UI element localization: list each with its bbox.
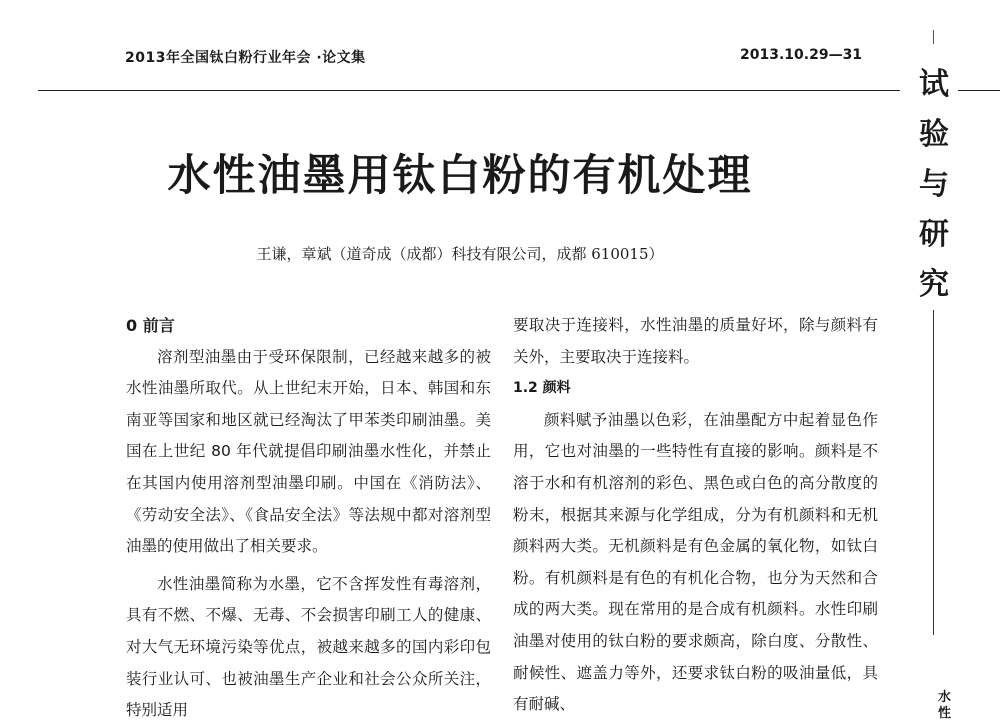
- side-rule: [958, 90, 1000, 91]
- header-rule: [38, 90, 900, 91]
- side-char: 究: [919, 267, 949, 302]
- side-char: 试: [919, 67, 949, 102]
- right-column: [513, 310, 878, 721]
- side-char: 与: [919, 167, 949, 202]
- left-column: [126, 310, 491, 727]
- side-vertical-rule: [933, 310, 934, 635]
- paragraph: 颜料赋予油墨以色彩，在油墨配方中起着显色作用，它也对油墨的一些特性有直接的影响。颜料是不溶于水和有机溶剂的彩色、黑色或白色的高分散度的粉末，根据其来源与化学组成，分为有机颜料和无机颜料两大类。无机颜料是有色金属的氧化物，如钛白粉。有机颜料是有色的有机化合物，也分为天然和合成的两大类。现在常用的是合成有机颜料。水性印刷油墨对使用的钛白粉的要求颇高，除白度、分散性、耐候性、遮盖力等外，还要求钛白粉的吸油量低，具有耐碱、: [513, 410, 878, 714]
- side-small-char: 性: [938, 706, 952, 721]
- side-small-char: 水: [938, 690, 952, 705]
- side-running-label: [938, 690, 951, 722]
- header-proceedings-title: 2013年全国钛白粉行业年会 ·论文集: [125, 50, 366, 66]
- subsection-heading: 1.2 颜料: [513, 380, 571, 397]
- paragraph: 溶剂型油墨由于受环保限制，已经越来越多的被水性油墨所取代。从上世纪末开始，日本、韩国和东南亚等国家和地区就已经淘汰了甲苯类印刷油墨。美国在上世纪 80 年代就提倡印刷油墨水性化，并禁止在其国内使用溶剂型油墨印刷。中国在《消防法》、《劳动安全法》、《食品安全法》等法规中都对溶剂型油墨的使用做出了相关要求。: [126, 347, 491, 556]
- article-title: 水性油墨用钛白粉的有机处理: [167, 151, 753, 201]
- header-date: 2013.10.29—31: [740, 47, 863, 63]
- side-char: 研: [919, 217, 949, 252]
- paragraph: 水性油墨简称为水墨，它不含挥发性有毒溶剂，具有不燃、不爆、无毒、不会损害印刷工人的健康、对大气无环境污染等优点，被越来越多的国内彩印包装行业认可、也被油墨生产企业和社会公众所关注，特别适用: [126, 574, 491, 720]
- section-heading: 0 前言: [126, 316, 175, 335]
- paragraph: 要取决于连接料，水性油墨的质量好坏，除与颜料有关外，主要取决于连接料。: [513, 316, 878, 366]
- side-char: 验: [919, 117, 949, 152]
- article-authors: 王谦，章斌（道奇成（成都）科技有限公司，成都 610015）: [256, 245, 664, 263]
- side-tick: [933, 30, 934, 44]
